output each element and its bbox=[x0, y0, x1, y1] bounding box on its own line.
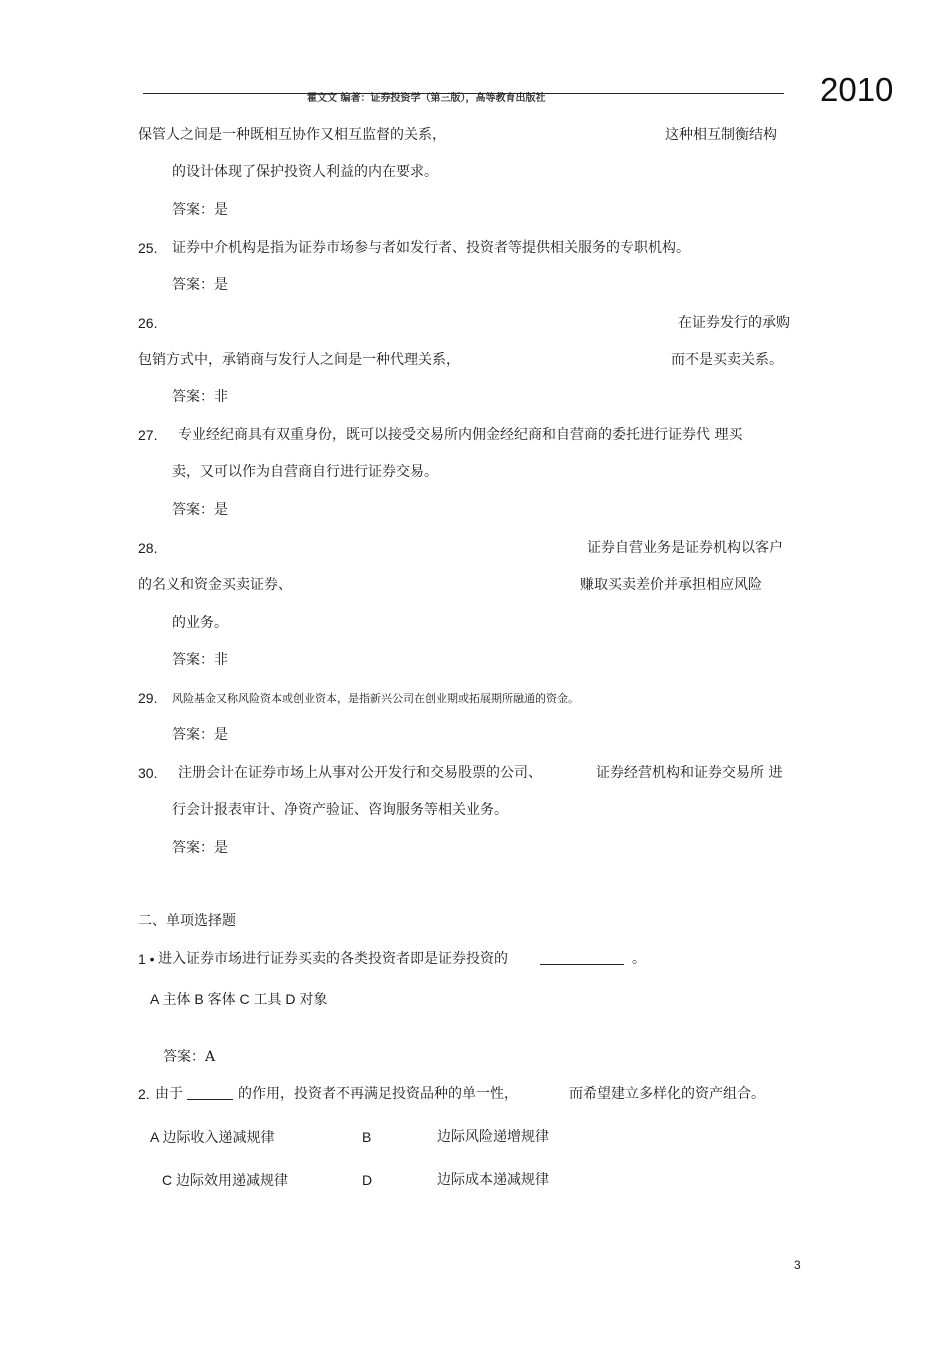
q27-number: 27. bbox=[138, 427, 158, 443]
q27-answer: 答案：是 bbox=[172, 502, 228, 518]
header-rule bbox=[143, 93, 784, 94]
mc2-option-b-letter: B bbox=[362, 1129, 372, 1145]
q24-answer: 答案：是 bbox=[172, 202, 228, 218]
q25-text: 证券中介机构是指为证券市场参与者如发行者、投资者等提供相关服务的专职机构。 bbox=[172, 240, 690, 256]
q29-answer: 答案：是 bbox=[172, 727, 228, 743]
q29-number: 29. bbox=[138, 690, 158, 706]
mc2-text-start: 由于 bbox=[155, 1086, 183, 1102]
mc1-text: 进入证券市场进行证券买卖的各类投资者即是证券投资的 bbox=[158, 951, 508, 967]
q28-line3: 的业务。 bbox=[172, 615, 228, 631]
q25-number: 25. bbox=[138, 240, 158, 256]
q24-line1-right: 这种相互制衡结构 bbox=[665, 127, 777, 143]
mc1-end: 。 bbox=[632, 951, 646, 967]
mc1-number: 1 • bbox=[138, 951, 155, 967]
q28-number: 28. bbox=[138, 540, 158, 556]
q26-number: 26. bbox=[138, 315, 158, 331]
q27-line1: 专业经纪商具有双重身份，既可以接受交易所内佣金经纪商和自营商的委托进行证券代 理买 bbox=[178, 427, 743, 443]
q28-line2-right: 赚取买卖差价并承担相应风险 bbox=[580, 577, 762, 593]
q24-line2: 的设计体现了保护投资人利益的内在要求。 bbox=[172, 164, 438, 180]
mc2-option-d-text: 边际成本递减规律 bbox=[437, 1172, 549, 1188]
mc1-blank bbox=[540, 952, 624, 970]
page-number: 3 bbox=[794, 1258, 801, 1272]
q26-answer: 答案：非 bbox=[172, 389, 228, 405]
q30-number: 30. bbox=[138, 765, 158, 781]
mc1-answer: 答案：A bbox=[163, 1049, 216, 1065]
q26-line2-right: 而不是买卖关系。 bbox=[671, 352, 783, 368]
mc2-option-b-text: 边际风险递增规律 bbox=[437, 1129, 549, 1145]
mc2-option-d-letter: D bbox=[362, 1172, 373, 1188]
mc2-text-mid: 的作用，投资者不再满足投资品种的单一性， bbox=[238, 1086, 518, 1102]
q30-answer: 答案：是 bbox=[172, 840, 228, 856]
q24-line1-left: 保管人之间是一种既相互协作又相互监督的关系， bbox=[138, 127, 446, 143]
q29-text: 风险基金又称风险资本或创业资本，是指新兴公司在创业期或拓展期所融通的资金。 bbox=[172, 692, 579, 705]
q28-line1: 证券自营业务是证券机构以客户 bbox=[587, 540, 783, 556]
mc2-number: 2. bbox=[138, 1086, 150, 1102]
mc2-text-end: 而希望建立多样化的资产组合。 bbox=[569, 1086, 765, 1102]
q27-line2: 卖，又可以作为自营商自行进行证券交易。 bbox=[172, 464, 438, 480]
q30-line2: 行会计报表审计、净资产验证、咨询服务等相关业务。 bbox=[172, 802, 508, 818]
q25-answer: 答案：是 bbox=[172, 277, 228, 293]
section-heading: 二、单项选择题 bbox=[138, 913, 236, 929]
mc1-options: A 主体 B 客体 C 工具 D 对象 bbox=[150, 991, 328, 1007]
q28-answer: 答案：非 bbox=[172, 652, 228, 668]
mc2-option-c: C 边际效用递减规律 bbox=[162, 1172, 288, 1188]
running-header: 霍文文 编著：证券投资学（第三版），高等教育出版社 bbox=[307, 93, 546, 104]
q26-line2-left: 包销方式中，承销商与发行人之间是一种代理关系， bbox=[138, 352, 460, 368]
q30-line1-right: 证券经营机构和证券交易所 进 bbox=[596, 765, 783, 781]
q30-line1-left: 注册会计在证券市场上从事对公开发行和交易股票的公司、 bbox=[178, 765, 542, 781]
q28-line2-left: 的名义和资金买卖证券、 bbox=[138, 577, 292, 593]
q26-line1: 在证券发行的承购 bbox=[678, 315, 790, 331]
mc2-option-a: A 边际收入递减规律 bbox=[150, 1129, 275, 1145]
mc2-blank bbox=[187, 1087, 233, 1105]
header-year: 2010 bbox=[820, 71, 894, 108]
